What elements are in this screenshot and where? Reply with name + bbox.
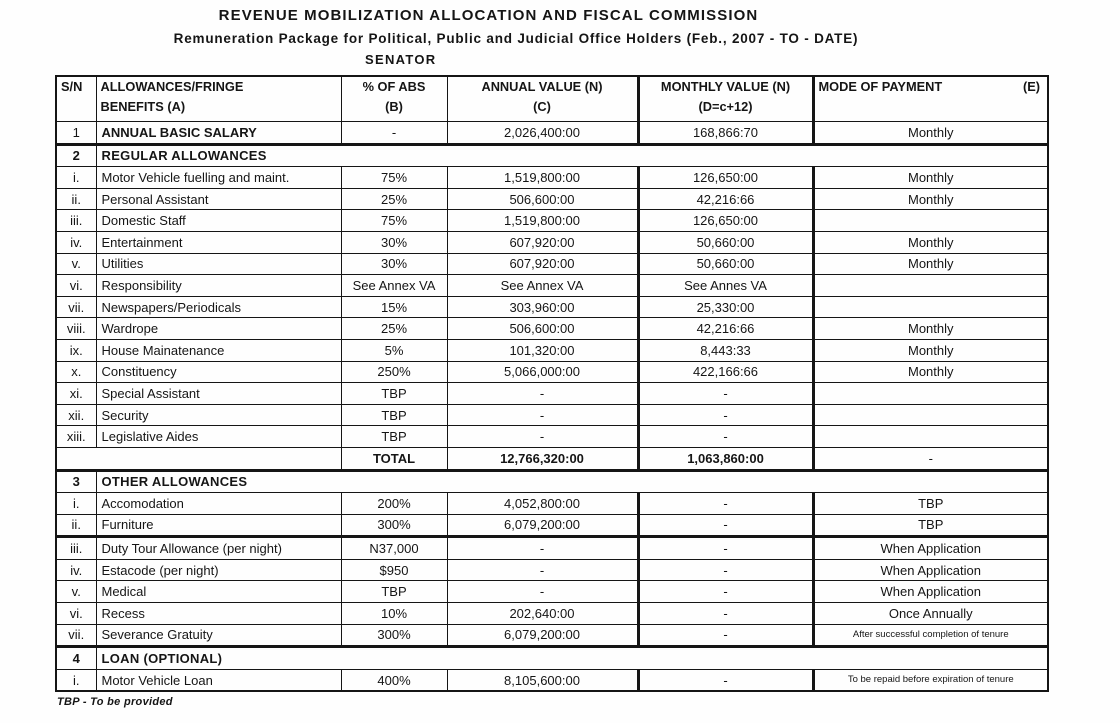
cell-abs: 15% [341,296,447,318]
cell-sn: 4 [56,647,96,670]
cell-monthly: - [638,514,813,537]
cell-sn: iv. [56,559,96,581]
cell-annual: 1,519,800:00 [447,167,638,189]
cell-monthly: See Annes VA [638,275,813,297]
cell-section-label: OTHER ALLOWANCES [96,470,1048,493]
table-row [56,537,1048,560]
cell-abs: 400% [341,669,447,691]
cell-annual: - [447,404,638,426]
cell-annual: 303,960:00 [447,296,638,318]
cell-monthly: 168,866:70 [638,122,813,145]
table-row [56,624,1048,647]
cell-annual: - [447,559,638,581]
table-body [56,122,1048,692]
cell-section-label: LOAN (OPTIONAL) [96,647,1048,670]
cell-annual: - [447,383,638,405]
cell-annual: 2,026,400:00 [447,122,638,145]
cell-sn: i. [56,669,96,691]
cell-mode: Monthly [813,253,1048,275]
cell-abs: 200% [341,493,447,515]
cell-annual: 12,766,320:00 [447,447,638,470]
cell-benefit: Motor Vehicle fuelling and maint. [96,167,341,189]
table-row [56,383,1048,405]
cell-abs: TBP [341,383,447,405]
cell-abs: 5% [341,339,447,361]
cell-sn: iii. [56,537,96,560]
col-header-abs [341,76,447,122]
cell-annual: 202,640:00 [447,603,638,625]
header-row [56,76,1048,122]
cell-sn: ii. [56,188,96,210]
cell-benefit: Constituency [96,361,341,383]
cell-mode: When Application [813,537,1048,560]
col-header-benefits-line2: BENEFITS (A) [100,99,186,114]
footnote: TBP - To be provided [57,696,173,709]
cell-sn: 2 [56,144,96,167]
table-row [56,210,1048,232]
cell-mode [813,210,1048,232]
cell-sn: ii. [56,514,96,537]
cell-mode [813,383,1048,405]
cell-abs: TBP [341,426,447,448]
cell-benefit: Accomodation [96,493,341,515]
cell-benefit: Utilities [96,253,341,275]
cell-sn: xii. [56,404,96,426]
cell-annual: - [447,581,638,603]
cell-annual: 6,079,200:00 [447,514,638,537]
document-subtitle: Remuneration Package for Political, Public and Judicial Office Holders (Feb., 2007 - TO - DATE) [173,31,859,46]
cell-benefit: Motor Vehicle Loan [96,669,341,691]
cell-benefit: Recess [96,603,341,625]
cell-monthly: 42,216:66 [638,188,813,210]
cell-annual: - [447,426,638,448]
cell-sn: i. [56,167,96,189]
cell-sn: ix. [56,339,96,361]
cell-monthly: - [638,426,813,448]
table-row [56,296,1048,318]
table-row [56,253,1048,275]
cell-mode: Monthly [813,188,1048,210]
table-row [56,188,1048,210]
cell-abs: 300% [341,514,447,537]
cell-sn: vii. [56,624,96,647]
cell-annual: 4,052,800:00 [447,493,638,515]
table-row [56,493,1048,515]
cell-benefit: Security [96,404,341,426]
cell-benefit: Domestic Staff [96,210,341,232]
cell-monthly: 422,166:66 [638,361,813,383]
cell-mode: Monthly [813,361,1048,383]
cell-abs: 10% [341,603,447,625]
cell-abs: $950 [341,559,447,581]
table-row [56,318,1048,340]
cell-sn: viii. [56,318,96,340]
cell-sn: x. [56,361,96,383]
cell-sn: v. [56,581,96,603]
cell-mode: When Application [813,581,1048,603]
cell-total-label: TOTAL [341,447,447,470]
cell-monthly: - [638,669,813,691]
cell-sn: iii. [56,210,96,232]
cell-benefit: Wardrope [96,318,341,340]
col-header-abs-line2: (B) [385,99,403,114]
cell-abs: See Annex VA [341,275,447,297]
cell-monthly: 50,660:00 [638,231,813,253]
col-header-annual-line1: ANNUAL VALUE (N) [481,79,603,94]
col-header-mode [813,76,1048,122]
cell-annual: - [447,537,638,560]
cell-annual: 607,920:00 [447,253,638,275]
cell-annual: 8,105,600:00 [447,669,638,691]
table-row [56,404,1048,426]
cell-annual: See Annex VA [447,275,638,297]
cell-benefit: House Mainatenance [96,339,341,361]
table-row [56,167,1048,189]
cell-monthly: 42,216:66 [638,318,813,340]
cell-monthly: 25,330:00 [638,296,813,318]
cell-mode: Monthly [813,167,1048,189]
cell-benefit: ANNUAL BASIC SALARY [96,122,341,145]
cell-annual: 506,600:00 [447,318,638,340]
cell-annual: 101,320:00 [447,339,638,361]
cell-benefit: Severance Gratuity [96,624,341,647]
cell-benefit: Estacode (per night) [96,559,341,581]
section-row [56,470,1048,493]
cell-sn: vi. [56,603,96,625]
cell-abs: 75% [341,167,447,189]
cell-mode [813,275,1048,297]
cell-abs: 30% [341,231,447,253]
cell-monthly: - [638,493,813,515]
cell-sn: xiii. [56,426,96,448]
col-header-benefits [96,76,341,122]
cell-mode [813,296,1048,318]
cell-annual: 1,519,800:00 [447,210,638,232]
cell-abs: TBP [341,404,447,426]
col-header-abs-line1: % OF ABS [362,79,426,94]
cell-mode: Monthly [813,231,1048,253]
cell-monthly: - [638,383,813,405]
document-title: REVENUE MOBILIZATION ALLOCATION AND FISCAL COMMISSION [218,7,759,24]
table-row [56,669,1048,691]
cell-annual: 6,079,200:00 [447,624,638,647]
cell-monthly: 8,443:33 [638,339,813,361]
col-header-monthly-line2: (D=c+12) [698,99,753,114]
cell-mode [813,426,1048,448]
cell-mode: When Application [813,559,1048,581]
total-row [56,447,1048,470]
cell-benefit: Medical [96,581,341,603]
cell-monthly: - [638,559,813,581]
cell-sn: 1 [56,122,96,145]
cell-abs: 25% [341,188,447,210]
cell-abs: TBP [341,581,447,603]
cell-mode [813,404,1048,426]
cell-benefit: Newspapers/Periodicals [96,296,341,318]
col-header-mode-text: MODE OF PAYMENT [818,79,943,94]
table-row [56,559,1048,581]
cell-mode: Monthly [813,339,1048,361]
cell-mode: Monthly [813,318,1048,340]
col-header-benefits-line1: ALLOWANCES/FRINGE [100,79,244,94]
cell-section-label: REGULAR ALLOWANCES [96,144,1048,167]
cell-abs: 300% [341,624,447,647]
cell-abs: 25% [341,318,447,340]
cell-empty [56,447,341,470]
cell-sn: 3 [56,470,96,493]
col-header-sn-text: S/N [61,79,83,94]
cell-monthly: - [638,581,813,603]
cell-annual: 5,066,000:00 [447,361,638,383]
cell-sn: v. [56,253,96,275]
col-header-monthly [638,76,813,122]
cell-monthly: 126,650:00 [638,167,813,189]
table-row [56,426,1048,448]
cell-benefit: Personal Assistant [96,188,341,210]
section-row [56,647,1048,670]
table-row [56,581,1048,603]
cell-sn: xi. [56,383,96,405]
remuneration-table [55,75,1049,692]
table-row [56,275,1048,297]
cell-mode: TBP [813,493,1048,515]
cell-mode: Monthly [813,122,1048,145]
cell-mode: After successful completion of tenure [813,624,1048,647]
cell-mode: Once Annually [813,603,1048,625]
cell-abs: - [341,122,447,145]
cell-monthly: - [638,404,813,426]
cell-sn: vi. [56,275,96,297]
office-holder-label: SENATOR [365,52,437,67]
cell-benefit: Duty Tour Allowance (per night) [96,537,341,560]
cell-annual: 607,920:00 [447,231,638,253]
cell-monthly: - [638,537,813,560]
col-header-mode-tag: (E) [1022,79,1040,94]
table-row [56,603,1048,625]
cell-abs: 75% [341,210,447,232]
table-row [56,231,1048,253]
cell-mode: To be repaid before expiration of tenure [813,669,1048,691]
cell-benefit: Special Assistant [96,383,341,405]
col-header-monthly-line1: MONTHLY VALUE (N) [660,79,791,94]
cell-sn: vii. [56,296,96,318]
cell-benefit: Responsibility [96,275,341,297]
table-row [56,514,1048,537]
col-header-annual-line2: (C) [533,99,551,114]
cell-monthly: - [638,603,813,625]
cell-abs: N37,000 [341,537,447,560]
cell-abs: 30% [341,253,447,275]
cell-benefit: Entertainment [96,231,341,253]
cell-monthly: 50,660:00 [638,253,813,275]
table-row [56,339,1048,361]
cell-annual: 506,600:00 [447,188,638,210]
cell-mode: TBP [813,514,1048,537]
cell-monthly: - [638,624,813,647]
cell-sn: i. [56,493,96,515]
cell-abs: 250% [341,361,447,383]
col-header-annual [447,76,638,122]
cell-sn: iv. [56,231,96,253]
col-header-sn [56,76,96,122]
table-row [56,361,1048,383]
table-row [56,122,1048,145]
cell-monthly: 126,650:00 [638,210,813,232]
section-row [56,144,1048,167]
cell-mode: - [813,447,1048,470]
cell-benefit: Furniture [96,514,341,537]
cell-monthly: 1,063,860:00 [638,447,813,470]
cell-benefit: Legislative Aides [96,426,341,448]
